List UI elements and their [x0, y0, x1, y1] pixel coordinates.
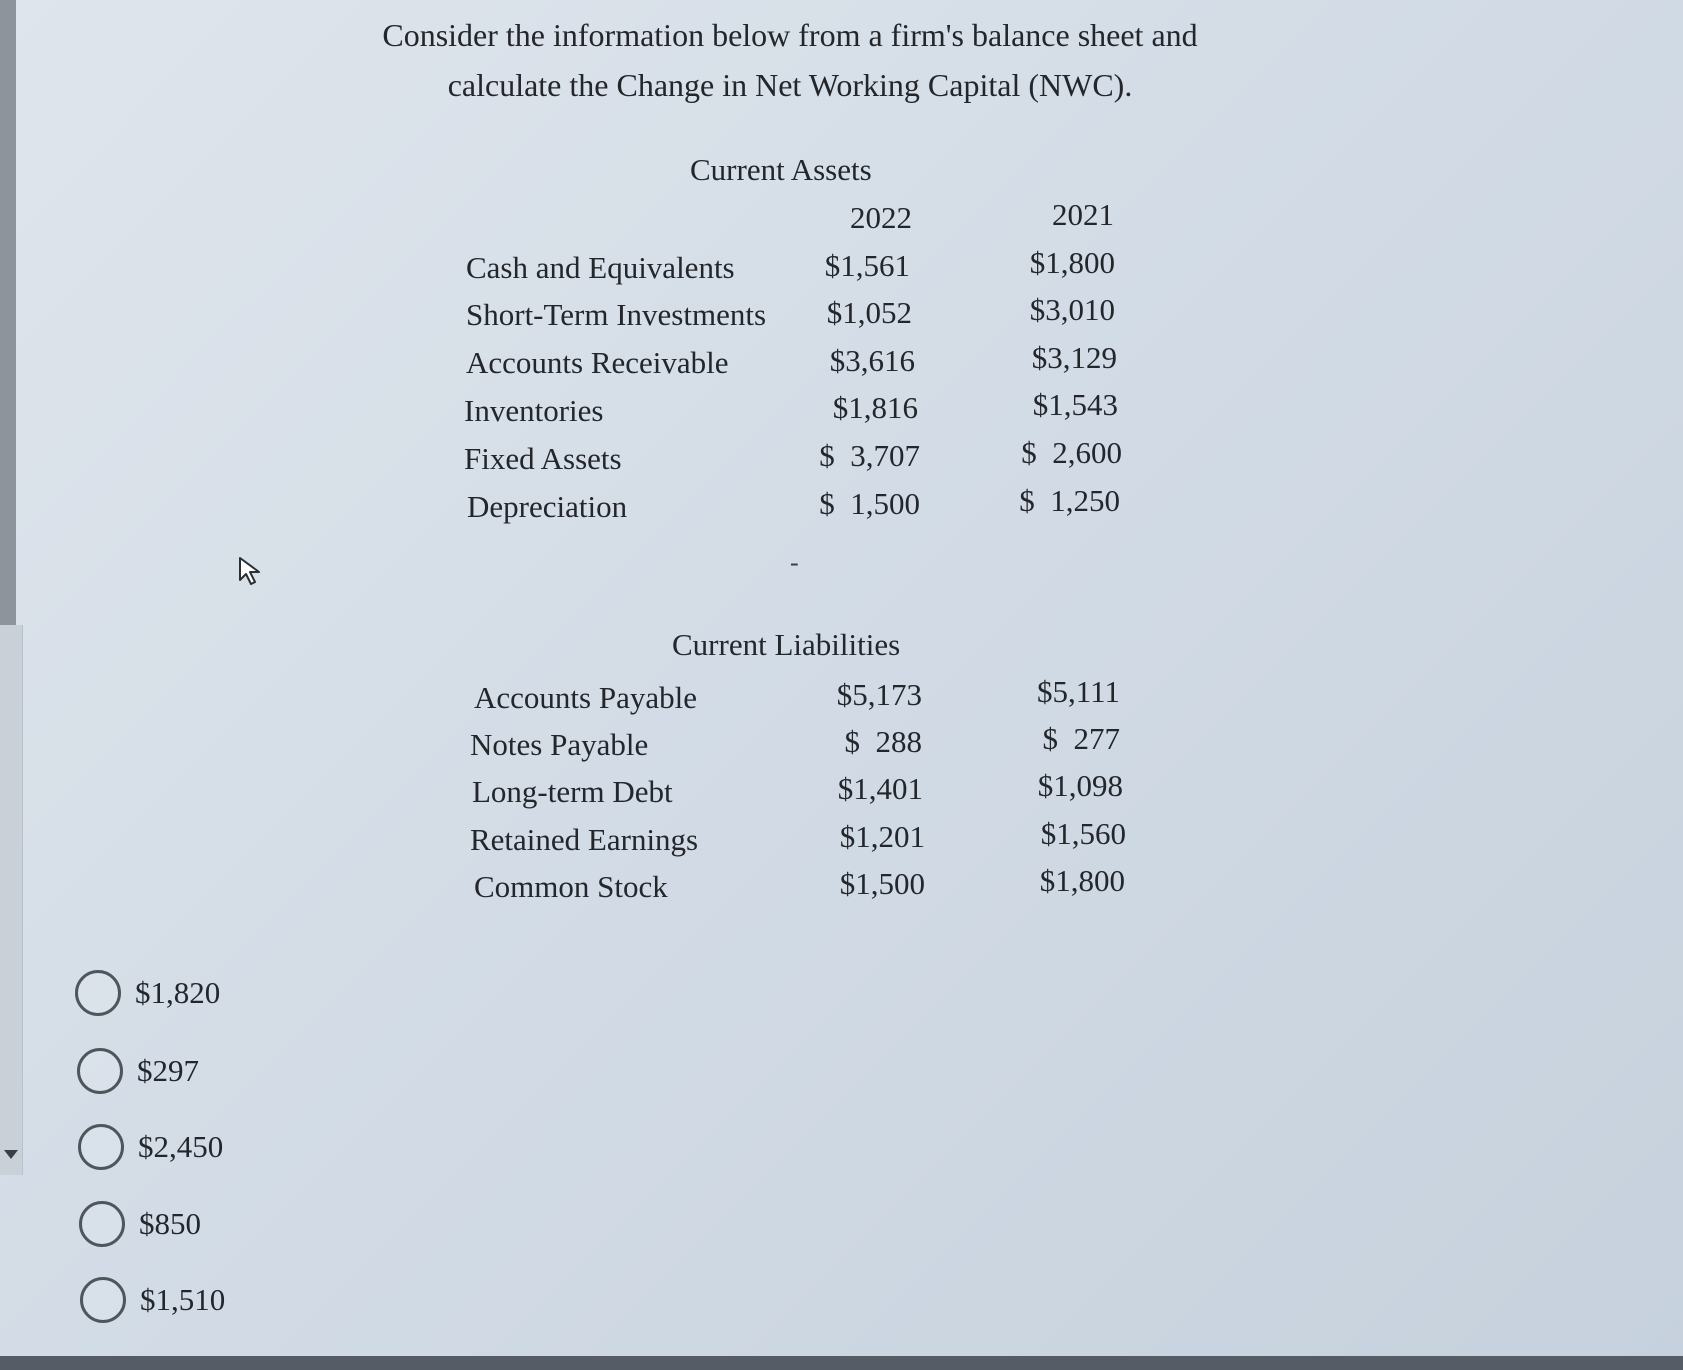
- liability-value-2021: $1,800: [1039, 863, 1125, 898]
- liability-value-2021: $5,111: [1037, 674, 1120, 709]
- radio-button[interactable]: [79, 1201, 125, 1247]
- asset-value-2022: $1,561: [824, 248, 910, 283]
- answer-option-label: $850: [139, 1206, 201, 1241]
- answer-option[interactable]: [80, 1277, 225, 1323]
- radio-button[interactable]: [80, 1277, 126, 1323]
- liability-value-2022: $1,201: [839, 819, 925, 854]
- current-assets-title: Current Assets: [690, 152, 872, 187]
- asset-row-label: Fixed Assets: [464, 441, 622, 476]
- asset-row-label: Short-Term Investments: [466, 297, 767, 332]
- asset-row-label: Accounts Receivable: [466, 345, 729, 380]
- liability-value-2022: $1,500: [839, 866, 925, 901]
- stray-dash-mark: -: [790, 548, 799, 577]
- left-edge-panel: [0, 0, 16, 625]
- liability-row-label: Accounts Payable: [474, 680, 697, 715]
- liability-value-2022: $1,401: [837, 771, 923, 806]
- bottom-edge-bar: [0, 1356, 1683, 1370]
- answer-option[interactable]: [75, 970, 220, 1016]
- liability-value-2022: $ 288: [844, 724, 922, 759]
- question-text: [340, 10, 1240, 110]
- answer-option-label: $1,510: [140, 1282, 226, 1317]
- mouse-pointer-icon: [238, 556, 264, 586]
- answer-option[interactable]: [79, 1201, 201, 1247]
- asset-value-2022: $1,816: [832, 390, 918, 425]
- scrollbar-track[interactable]: [0, 625, 23, 1175]
- answer-option[interactable]: [78, 1124, 223, 1170]
- answer-option[interactable]: [77, 1048, 199, 1094]
- liability-value-2021: $1,560: [1040, 816, 1126, 851]
- answer-option-label: $297: [137, 1053, 199, 1088]
- asset-value-2022: $1,052: [826, 295, 912, 330]
- question-line-2: calculate the Change in Net Working Capital (NWC).: [447, 67, 1133, 103]
- year-2021-header: 2021: [1052, 197, 1114, 232]
- asset-value-2022: $3,616: [829, 343, 915, 378]
- answer-option-label: $2,450: [138, 1129, 224, 1164]
- asset-value-2022: $ 3,707: [819, 438, 920, 473]
- asset-value-2021: $ 1,250: [1019, 483, 1120, 518]
- asset-value-2021: $3,010: [1029, 292, 1115, 327]
- liability-value-2022: $5,173: [836, 677, 922, 712]
- question-line-1: Consider the information below from a firm's balance sheet and: [382, 17, 1198, 53]
- liability-row-label: Common Stock: [474, 869, 668, 904]
- answer-option-label: $1,820: [135, 975, 221, 1010]
- asset-value-2021: $1,800: [1029, 245, 1115, 280]
- asset-value-2022: $ 1,500: [819, 486, 920, 521]
- liability-row-label: Notes Payable: [470, 727, 649, 762]
- asset-value-2021: $ 2,600: [1021, 435, 1122, 470]
- radio-button[interactable]: [78, 1124, 124, 1170]
- asset-row-label: Depreciation: [467, 489, 628, 524]
- asset-row-label: Inventories: [464, 393, 604, 428]
- asset-value-2021: $1,543: [1032, 387, 1118, 422]
- radio-button[interactable]: [75, 970, 121, 1016]
- asset-value-2021: $3,129: [1031, 340, 1117, 375]
- liability-row-label: Long-term Debt: [472, 774, 673, 809]
- liability-value-2021: $ 277: [1042, 721, 1120, 756]
- radio-button[interactable]: [77, 1048, 123, 1094]
- liability-row-label: Retained Earnings: [470, 822, 699, 857]
- scroll-down-arrow-icon[interactable]: [4, 1150, 18, 1159]
- liability-value-2021: $1,098: [1037, 768, 1123, 803]
- year-2022-header: 2022: [850, 200, 912, 235]
- asset-row-label: Cash and Equivalents: [466, 250, 735, 285]
- current-liabilities-title: Current Liabilities: [672, 627, 901, 662]
